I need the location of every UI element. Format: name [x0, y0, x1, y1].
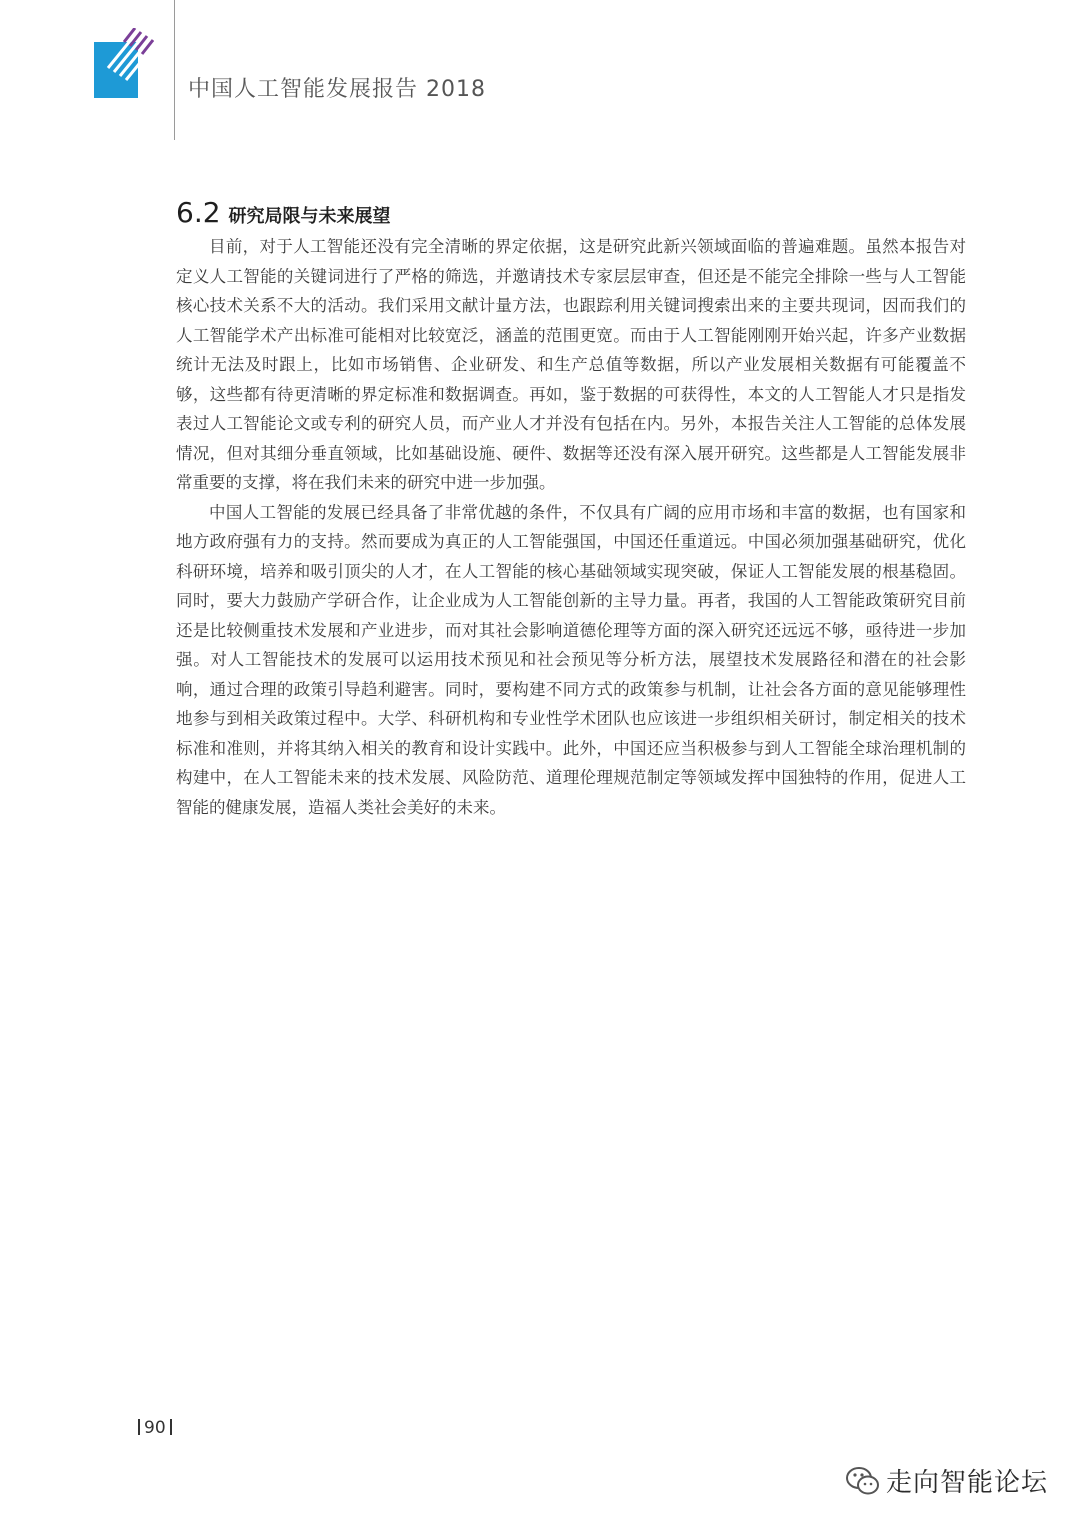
section-title: 研究局限与未来展望	[228, 206, 391, 227]
header-divider	[174, 0, 175, 140]
paragraph: 中国人工智能的发展已经具备了非常优越的条件，不仅具有广阔的应用市场和丰富的数据，也有国家和地方政府强有力的支持。然而要成为真正的人工智能强国，中国还任重道远。中国必须加强基础研究，优化科研环境，培养和吸引顶尖的人才，在人工智能的核心基础领域实现突破，保证人工智能发展的根基稳固。同时，要大力鼓励产学研合作，让企业成为人工智能创新的主导力量。再者，我国的人工智能政策研究目前还是比较侧重技术发展和产业进步，而对其社会影响道德伦理等方面的深入研究还远远不够，亟待进一步加强。对人工智能技术的发展可以运用技术预见和社会预见等分析方法，展望技术发展路径和潜在的社会影响，通过合理的政策引导趋利避害。同时，要构建不同方式的政策参与机制，让社会各方面的意见能够理性地参与到相关政策过程中。大学、科研机构和专业性学术团队也应该进一步组织相关研讨，制定相关的技术标准和准则，并将其纳入相关的教育和设计实践中。此外，中国还应当积极参与到人工智能全球治理机制的构建中，在人工智能未来的技术发展、风险防范、道理伦理规范制定等领域发挥中国独特的作用，促进人工智能的健康发展，造福人类社会美好的未来。	[176, 502, 966, 817]
page-number	[134, 1418, 176, 1438]
book-title: 中国人工智能发展报告 2018	[188, 77, 486, 102]
section-number: 6.2	[176, 196, 221, 229]
body-text	[176, 232, 966, 822]
section-heading	[176, 196, 391, 229]
page-number-value: 90	[144, 1418, 166, 1438]
watermark-text: 走向智能论坛	[886, 1468, 1049, 1498]
paragraph: 目前，对于人工智能还没有完全清晰的界定依据，这是研究此新兴领域面临的普遍难题。虽然本报告对定义人工智能的关键词进行了严格的筛选，并邀请技术专家层层审查，但还是不能完全排除一些与人工智能核心技术关系不大的活动。我们采用文献计量方法，也跟踪利用关键词搜索出来的主要共现词，因而我们的人工智能学术产出标准可能相对比较宽泛，涵盖的范围更宽。而由于人工智能刚刚开始兴起，许多产业数据统计无法及时跟上，比如市场销售、企业研发、和生产总值等数据，所以产业发展相关数据有可能覆盖不够，这些都有待更清晰的界定标准和数据调查。再如，鉴于数据的可获得性，本文的人工智能人才只是指发表过人工智能论文或专利的研究人员，而产业人才并没有包括在内。另外，本报告关注人工智能的总体发展情况，但对其细分垂直领域，比如基础设施、硬件、数据等还没有深入展开研究。这些都是人工智能发展非常重要的支撑，将在我们未来的研究中进一步加强。	[176, 237, 966, 492]
watermark	[846, 1462, 1048, 1499]
wechat-icon	[846, 1466, 880, 1496]
report-logo-icon	[94, 28, 154, 98]
